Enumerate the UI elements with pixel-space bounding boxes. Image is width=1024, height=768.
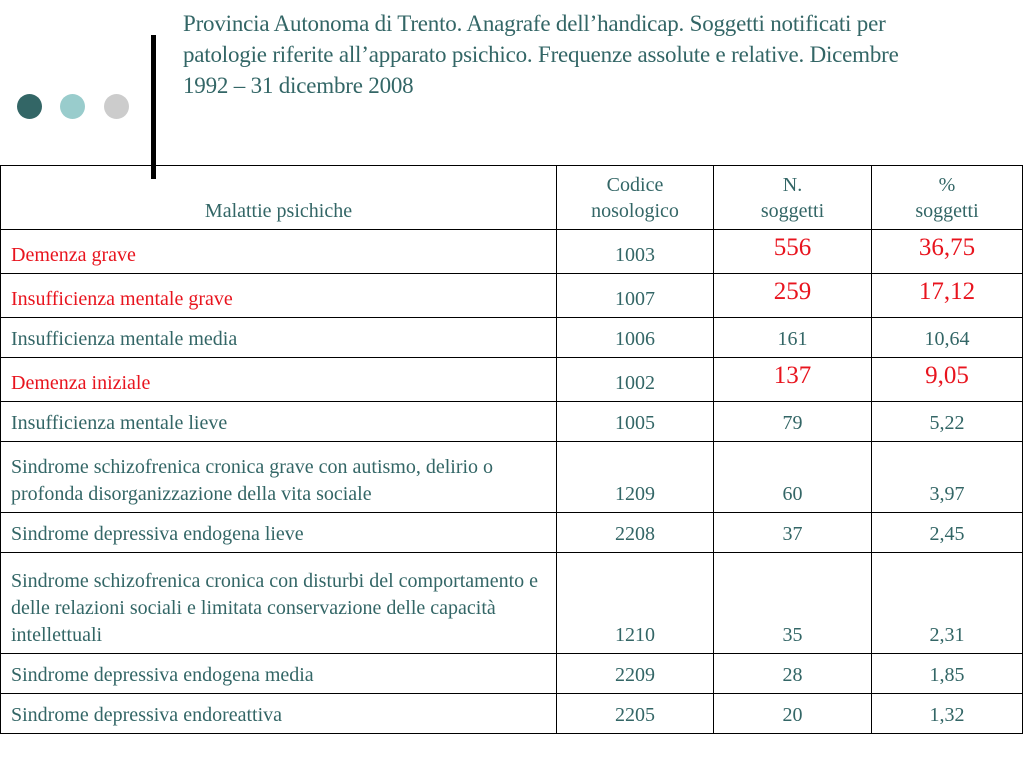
disease-code: 2209	[557, 654, 714, 694]
dot-dark-teal	[17, 94, 42, 119]
disease-name: Sindrome depressiva endogena media	[1, 654, 557, 694]
table-row	[1, 694, 1023, 734]
disease-code: 2208	[557, 513, 714, 553]
table-row	[1, 318, 1023, 358]
header-count: N. soggetti	[714, 166, 872, 230]
subject-percent: 36,75	[872, 230, 1023, 274]
header-code: Codice nosologico	[557, 166, 714, 230]
disease-name: Insufficienza mentale grave	[1, 274, 557, 318]
disease-name: Demenza grave	[1, 230, 557, 274]
subject-percent: 2,45	[872, 513, 1023, 553]
subject-percent: 10,64	[872, 318, 1023, 358]
disease-name: Sindrome depressiva endogena lieve	[1, 513, 557, 553]
slide-title: Provincia Autonoma di Trento. Anagrafe dell’handicap. Soggetti notificati per patologie riferite all’apparato psichico. Frequenze assolute e relative. Dicembre 1992 – 31 dicembre 2008	[183, 11, 899, 98]
subject-count: 137	[714, 358, 872, 402]
subject-percent: 3,97	[872, 442, 1023, 513]
disease-name: Insufficienza mentale media	[1, 318, 557, 358]
subject-count: 161	[714, 318, 872, 358]
table-row	[1, 513, 1023, 553]
subject-percent: 1,32	[872, 694, 1023, 734]
disease-code: 1210	[557, 553, 714, 654]
disease-code: 2205	[557, 694, 714, 734]
disease-name: Sindrome schizofrenica cronica con disturbi del comportamento e delle relazioni sociali e limitata conservazione delle capacità intellettuali	[1, 553, 557, 654]
subject-percent: 9,05	[872, 358, 1023, 402]
disease-code: 1209	[557, 442, 714, 513]
table-row	[1, 442, 1023, 513]
header-percent: % soggetti	[872, 166, 1023, 230]
disease-name: Sindrome schizofrenica cronica grave con autismo, delirio o profonda disorganizzazione della vita sociale	[1, 442, 557, 513]
subject-percent: 2,31	[872, 553, 1023, 654]
subject-count: 79	[714, 402, 872, 442]
table-row	[1, 274, 1023, 318]
vertical-divider	[151, 35, 156, 179]
table-row	[1, 402, 1023, 442]
disease-code: 1002	[557, 358, 714, 402]
subject-count: 20	[714, 694, 872, 734]
header-disease: Malattie psichiche	[1, 166, 557, 230]
header-row	[1, 166, 1023, 230]
subject-count: 556	[714, 230, 872, 274]
disease-code: 1005	[557, 402, 714, 442]
table-row	[1, 230, 1023, 274]
subject-count: 35	[714, 553, 872, 654]
disease-name: Sindrome depressiva endoreattiva	[1, 694, 557, 734]
disease-name: Insufficienza mentale lieve	[1, 402, 557, 442]
subject-percent: 17,12	[872, 274, 1023, 318]
table-row	[1, 654, 1023, 694]
disease-code: 1003	[557, 230, 714, 274]
subject-percent: 1,85	[872, 654, 1023, 694]
subject-percent: 5,22	[872, 402, 1023, 442]
subject-count: 37	[714, 513, 872, 553]
disease-name: Demenza iniziale	[1, 358, 557, 402]
disease-code: 1006	[557, 318, 714, 358]
subject-count: 60	[714, 442, 872, 513]
disease-code: 1007	[557, 274, 714, 318]
dot-grey	[104, 94, 129, 119]
subject-count: 259	[714, 274, 872, 318]
table-row	[1, 553, 1023, 654]
table-row	[1, 358, 1023, 402]
dot-light-teal	[60, 94, 85, 119]
psychic-diseases-table	[0, 165, 1023, 734]
subject-count: 28	[714, 654, 872, 694]
